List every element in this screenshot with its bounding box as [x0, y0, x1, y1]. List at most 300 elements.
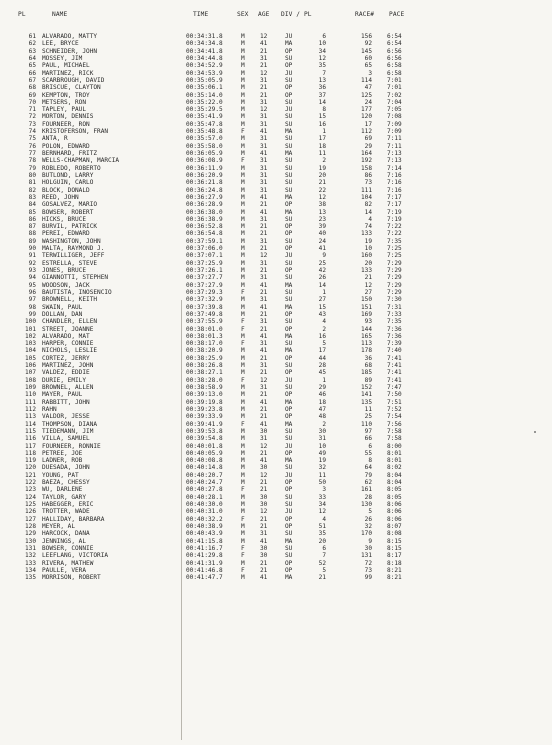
cell-race-number: 28 [364, 493, 372, 501]
cell-sex: F [241, 318, 245, 326]
cell-race-number: 93 [364, 318, 372, 326]
cell-sex: M [241, 135, 245, 143]
cell-age: 21 [260, 245, 268, 253]
cell-race-number: 25 [364, 413, 372, 421]
cell-race-number: 9 [368, 537, 372, 545]
cell-place: 99 [28, 310, 36, 318]
cell-time: 00:34:53.9 [186, 69, 223, 77]
cell-division: OP [285, 325, 293, 333]
cell-pace: 7:13 [387, 150, 402, 157]
table-row [0, 238, 552, 245]
cell-sex: F [241, 566, 245, 574]
cell-pace: 7:29 [387, 281, 402, 289]
cell-division-place: 19 [318, 164, 326, 172]
cell-sex: M [241, 303, 245, 311]
cell-time: 00:34:44.8 [186, 54, 223, 62]
table-row [0, 187, 552, 194]
cell-sex: F [241, 486, 245, 494]
cell-time: 00:37:27.7 [186, 274, 223, 282]
cell-name: HICKS, BRUCE [42, 215, 87, 223]
cell-race-number: 177 [360, 106, 372, 114]
cell-division-place: 35 [318, 62, 326, 70]
cell-race-number: 89 [364, 376, 372, 384]
cell-place: 133 [24, 559, 36, 567]
cell-name: SCARBROUGH, DAVID [42, 76, 105, 84]
cell-time: 00:37:29.3 [186, 288, 223, 296]
cell-name: POLON, EDWARD [42, 142, 90, 150]
cell-time: 00:37:32.9 [186, 296, 223, 304]
cell-division: MA [285, 398, 293, 406]
cell-race-number: 99 [364, 574, 372, 582]
cell-division: OP [285, 47, 293, 55]
cell-pace: 6:58 [387, 62, 402, 70]
cell-name: HABEGGER, ERIC [42, 501, 94, 508]
cell-place: 124 [24, 493, 36, 501]
cell-name: BROWNELL, KEITH [42, 296, 98, 304]
cell-time: 00:37:59.1 [186, 237, 223, 245]
cell-age: 21 [260, 47, 268, 55]
table-row [0, 143, 552, 150]
cell-name: BOWSER, ROBERT [42, 208, 94, 216]
cell-division: SU [285, 384, 293, 391]
cell-sex: M [241, 62, 245, 70]
cell-place: 122 [24, 479, 36, 487]
table-row [0, 106, 552, 113]
cell-sex: M [241, 237, 245, 245]
cell-division-place: 35 [318, 530, 326, 538]
table-row [0, 223, 552, 230]
cell-race-number: 24 [364, 98, 372, 106]
cell-division-place: 15 [318, 113, 326, 121]
cell-sex: M [241, 398, 245, 406]
cell-age: 31 [260, 135, 268, 143]
cell-time: 00:34:31.8 [186, 33, 223, 40]
cell-race-number: 160 [360, 252, 372, 260]
cell-race-number: 158 [360, 164, 372, 172]
cell-place: 135 [24, 574, 36, 582]
cell-time: 00:38:17.0 [186, 340, 223, 348]
cell-division-place: 15 [318, 303, 326, 311]
cell-pace: 7:02 [387, 91, 402, 99]
cell-division-place: 47 [318, 405, 326, 413]
cell-place: 80 [28, 171, 36, 179]
cell-age: 31 [260, 186, 268, 194]
cell-race-number: 10 [364, 245, 372, 253]
cell-age: 31 [260, 296, 268, 304]
cell-age: 41 [260, 574, 268, 582]
cell-division: JU [285, 442, 293, 450]
cell-division-place: 45 [318, 369, 326, 377]
cell-division-place: 43 [318, 310, 326, 318]
cell-name: MEYER, AL [42, 522, 76, 530]
cell-pace: 7:58 [387, 427, 402, 435]
cell-name: HOLGUIN, CARLO [42, 179, 94, 187]
cell-age: 12 [260, 69, 268, 77]
cell-place: 119 [24, 457, 36, 465]
cell-place: 127 [24, 515, 36, 523]
cell-division-place: 32 [318, 464, 326, 472]
cell-division-place: 2 [322, 325, 326, 333]
cell-division: SU [285, 340, 293, 348]
cell-name: THOMPSON, DIANA [42, 420, 98, 428]
cell-division: OP [285, 486, 293, 494]
cell-pace: 7:31 [387, 303, 402, 311]
cell-pace: 7:40 [387, 347, 402, 355]
table-row [0, 296, 552, 303]
header-pace: PACE [389, 11, 405, 18]
cell-race-number: 36 [364, 354, 372, 362]
cell-pace: 7:16 [387, 171, 402, 179]
table-row [0, 413, 552, 420]
header-time: TIME [193, 11, 209, 18]
cell-division-place: 11 [318, 150, 326, 157]
cell-time: 00:39:53.8 [186, 427, 223, 435]
cell-time: 00:35:57.0 [186, 135, 223, 143]
cell-name: HARPER, CONNIE [42, 340, 94, 348]
cell-place: 132 [24, 552, 36, 560]
cell-pace: 7:04 [387, 98, 402, 106]
cell-pace: 7:29 [387, 274, 402, 282]
cell-sex: M [241, 384, 245, 391]
cell-name: WASHINGTON, JOHN [42, 237, 101, 245]
cell-age: 41 [260, 128, 268, 136]
cell-place: 129 [24, 530, 36, 538]
cell-division-place: 29 [318, 384, 326, 391]
cell-sex: M [241, 40, 245, 48]
cell-place: 117 [24, 442, 36, 450]
cell-race-number: 60 [364, 54, 372, 62]
cell-sex: M [241, 281, 245, 289]
cell-age: 21 [260, 62, 268, 70]
cell-time: 00:36:28.9 [186, 201, 223, 209]
cell-race-number: 79 [364, 471, 372, 479]
cell-place: 84 [28, 201, 36, 209]
cell-division-place: 38 [318, 201, 326, 209]
cell-place: 69 [28, 91, 36, 99]
cell-division-place: 2 [322, 157, 326, 165]
cell-place: 61 [28, 33, 36, 40]
cell-pace: 8:00 [387, 442, 402, 450]
cell-time: 00:40:31.0 [186, 508, 223, 516]
cell-pace: 7:29 [387, 267, 402, 274]
cell-time: 00:35:48.8 [186, 128, 223, 136]
cell-place: 111 [24, 398, 36, 406]
cell-time: 00:35:29.5 [186, 106, 223, 114]
table-row [0, 157, 552, 164]
table-row [0, 113, 552, 120]
cell-division: OP [285, 223, 293, 231]
cell-age: 12 [260, 33, 268, 40]
cell-age: 30 [260, 501, 268, 508]
table-row [0, 538, 552, 545]
cell-age: 21 [260, 288, 268, 296]
cell-name: BLOCK, DONALD [42, 186, 90, 194]
cell-name: BAUTISTA, INOSENCIO [42, 288, 112, 296]
table-row [0, 274, 552, 281]
table-row [0, 501, 552, 508]
cell-place: 114 [24, 420, 36, 428]
cell-pace: 7:35 [387, 318, 402, 326]
cell-name: BERNHARD, FRITZ [42, 150, 98, 157]
cell-name: NICHOLS, LESLIE [42, 347, 98, 355]
cell-name: DURIE, EMILY [42, 376, 87, 384]
cell-name: PAUL, MICHAEL [42, 62, 90, 70]
cell-age: 41 [260, 150, 268, 157]
cell-division-place: 13 [318, 76, 326, 84]
cell-division-place: 6 [322, 544, 326, 552]
cell-age: 30 [260, 544, 268, 552]
cell-sex: M [241, 106, 245, 114]
cell-age: 21 [260, 515, 268, 523]
cell-race-number: 152 [360, 384, 372, 391]
cell-race-number: 165 [360, 332, 372, 340]
cell-sex: M [241, 471, 245, 479]
cell-race-number: 161 [360, 486, 372, 494]
cell-pace: 7:08 [387, 113, 402, 121]
cell-time: 00:35:47.8 [186, 120, 223, 128]
cell-race-number: 20 [364, 259, 372, 267]
cell-name: CORTEZ, JERRY [42, 354, 90, 362]
cell-sex: M [241, 413, 245, 421]
cell-race-number: 14 [364, 208, 372, 216]
table-row [0, 128, 552, 135]
cell-division: OP [285, 559, 293, 567]
table-row [0, 530, 552, 537]
cell-place: 88 [28, 230, 36, 238]
cell-division-place: 42 [318, 267, 326, 274]
cell-pace: 7:30 [387, 296, 402, 304]
cell-time: 00:41:29.8 [186, 552, 223, 560]
cell-time: 00:36:38.0 [186, 208, 223, 216]
cell-sex: M [241, 537, 245, 545]
cell-sex: M [241, 274, 245, 282]
cell-race-number: 19 [364, 237, 372, 245]
cell-division: OP [285, 405, 293, 413]
cell-age: 12 [260, 508, 268, 516]
cell-place: 112 [24, 405, 36, 413]
cell-sex: M [241, 501, 245, 508]
cell-place: 128 [24, 522, 36, 530]
cell-pace: 7:29 [387, 288, 402, 296]
cell-age: 31 [260, 164, 268, 172]
cell-time: 00:40:28.1 [186, 493, 223, 501]
cell-division-place: 18 [318, 398, 326, 406]
table-row [0, 267, 552, 274]
header-name: NAME [52, 11, 68, 18]
cell-place: 71 [28, 106, 36, 114]
cell-sex: M [241, 33, 245, 40]
cell-sex: M [241, 245, 245, 253]
cell-sex: M [241, 405, 245, 413]
cell-age: 31 [260, 530, 268, 538]
cell-division: OP [285, 91, 293, 99]
cell-division-place: 49 [318, 449, 326, 457]
cell-time: 00:40:14.8 [186, 464, 223, 472]
cell-division-place: 48 [318, 413, 326, 421]
cell-age: 31 [260, 435, 268, 443]
cell-division-place: 5 [322, 566, 326, 574]
cell-division-place: 50 [318, 479, 326, 487]
cell-sex: M [241, 171, 245, 179]
cell-division: OP [285, 201, 293, 209]
cell-division: JU [285, 252, 293, 260]
cell-race-number: 27 [364, 288, 372, 296]
table-row [0, 457, 552, 464]
cell-pace: 7:14 [387, 164, 402, 172]
cell-place: 77 [28, 150, 36, 157]
cell-pace: 7:41 [387, 369, 402, 377]
cell-division: SU [285, 98, 293, 106]
cell-division: MA [285, 347, 293, 355]
cell-division-place: 39 [318, 223, 326, 231]
cell-pace: 7:41 [387, 362, 402, 370]
cell-age: 41 [260, 457, 268, 465]
cell-time: 00:36:11.9 [186, 164, 223, 172]
cell-pace: 7:35 [387, 237, 402, 245]
cell-division-place: 4 [322, 515, 326, 523]
cell-pace: 8:06 [387, 508, 402, 516]
table-row [0, 99, 552, 106]
cell-sex: M [241, 201, 245, 209]
cell-time: 00:38:58.9 [186, 384, 223, 391]
cell-age: 12 [260, 252, 268, 260]
cell-pace: 6:56 [387, 54, 402, 62]
cell-name: RAHN [42, 405, 57, 413]
cell-sex: F [241, 340, 245, 348]
cell-place: 101 [24, 325, 36, 333]
cell-age: 12 [260, 106, 268, 114]
cell-race-number: 156 [360, 33, 372, 40]
cell-sex: M [241, 347, 245, 355]
cell-race-number: 192 [360, 157, 372, 165]
cell-name: TIEDEMANN, JIM [42, 427, 94, 435]
cell-pace: 8:07 [387, 522, 402, 530]
cell-place: 76 [28, 142, 36, 150]
cell-time: 00:39:19.8 [186, 398, 223, 406]
cell-sex: M [241, 47, 245, 55]
cell-time: 00:40:20.7 [186, 471, 223, 479]
table-row [0, 523, 552, 530]
cell-name: PAULLE, VERA [42, 566, 87, 574]
cell-name: WELLS-CHAPMAN, MARCIA [42, 157, 120, 165]
cell-name: BAEZA, CHESSY [42, 479, 90, 487]
cell-age: 21 [260, 486, 268, 494]
cell-age: 21 [260, 230, 268, 238]
cell-division: OP [285, 449, 293, 457]
table-row [0, 428, 552, 435]
cell-age: 30 [260, 493, 268, 501]
cell-sex: M [241, 559, 245, 567]
cell-division-place: 12 [318, 54, 326, 62]
table-row [0, 355, 552, 362]
cell-age: 21 [260, 84, 268, 92]
cell-division: OP [285, 522, 293, 530]
cell-time: 00:37:06.0 [186, 245, 223, 253]
cell-name: MARTINEZ, RICK [42, 69, 94, 77]
cell-time: 00:36:38.9 [186, 215, 223, 223]
cell-pace: 7:16 [387, 186, 402, 194]
cell-place: 82 [28, 186, 36, 194]
cell-pace: 8:05 [387, 493, 402, 501]
cell-pace: 8:17 [387, 552, 402, 560]
cell-division: JU [285, 106, 293, 114]
cell-name: HARCOCK, DANA [42, 530, 90, 538]
cell-place: 134 [24, 566, 36, 574]
cell-pace: 6:54 [387, 40, 402, 48]
cell-division-place: 6 [322, 33, 326, 40]
cell-age: 31 [260, 98, 268, 106]
cell-time: 00:35:05.9 [186, 76, 223, 84]
table-row [0, 311, 552, 318]
cell-place: 100 [24, 318, 36, 326]
cell-sex: F [241, 376, 245, 384]
cell-division-place: 21 [318, 574, 326, 582]
cell-pace: 8:15 [387, 537, 402, 545]
table-row [0, 282, 552, 289]
cell-time: 00:35:06.1 [186, 84, 223, 92]
cell-place: 68 [28, 84, 36, 92]
table-row [0, 165, 552, 172]
cell-age: 21 [260, 559, 268, 567]
cell-age: 31 [260, 120, 268, 128]
cell-pace: 8:04 [387, 479, 402, 487]
table-row [0, 486, 552, 493]
cell-sex: M [241, 164, 245, 172]
cell-age: 41 [260, 398, 268, 406]
cell-division-place: 30 [318, 427, 326, 435]
cell-division-place: 34 [318, 47, 326, 55]
cell-sex: M [241, 442, 245, 450]
cell-division: SU [285, 259, 293, 267]
cell-name: ROBLEDO, ROBERTO [42, 164, 101, 172]
cell-race-number: 72 [364, 559, 372, 567]
cell-name: DOLLAN, DAN [42, 310, 83, 318]
cell-race-number: 104 [360, 193, 372, 201]
table-row [0, 194, 552, 201]
cell-name: RABBITT, JOHN [42, 398, 90, 406]
cell-race-number: 17 [364, 120, 372, 128]
table-row [0, 347, 552, 354]
cell-place: 115 [24, 427, 36, 435]
cell-time: 00:39:33.9 [186, 413, 223, 421]
cell-sex: M [241, 84, 245, 92]
cell-race-number: 92 [364, 40, 372, 48]
cell-sex: M [241, 464, 245, 472]
cell-pace: 7:16 [387, 179, 402, 187]
cell-age: 31 [260, 215, 268, 223]
cell-division-place: 16 [318, 120, 326, 128]
cell-division: MA [285, 332, 293, 340]
cell-name: MARTINEZ, JOHN [42, 362, 94, 370]
cell-time: 00:38:20.9 [186, 347, 223, 355]
cell-age: 21 [260, 413, 268, 421]
cell-pace: 8:04 [387, 471, 402, 479]
cell-time: 00:35:22.0 [186, 98, 223, 106]
cell-age: 31 [260, 318, 268, 326]
cell-division: OP [285, 391, 293, 399]
table-row [0, 179, 552, 186]
cell-division: JU [285, 471, 293, 479]
cell-division: MA [285, 40, 293, 48]
cell-time: 00:38:26.8 [186, 362, 223, 370]
cell-age: 12 [260, 442, 268, 450]
cell-division: MA [285, 574, 293, 582]
cell-sex: M [241, 427, 245, 435]
cell-pace: 7:51 [387, 398, 402, 406]
cell-sex: M [241, 179, 245, 187]
cell-division: SU [285, 237, 293, 245]
cell-pace: 7:17 [387, 193, 402, 201]
